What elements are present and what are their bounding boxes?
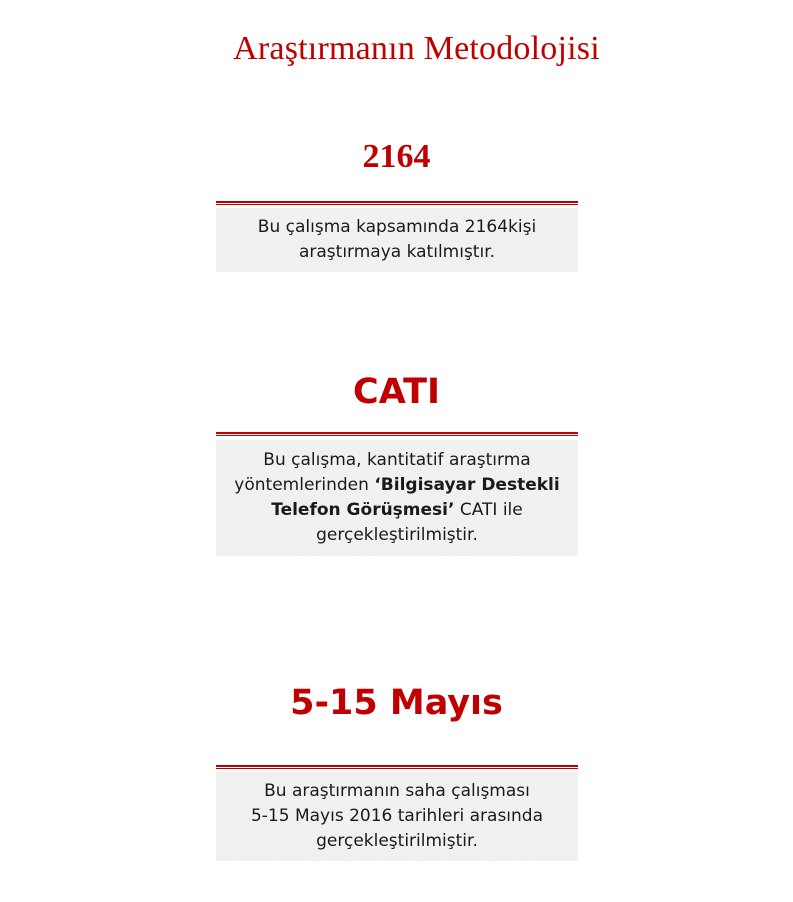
dates-description — [216, 772, 578, 861]
description-bold-text: Telefon Görüşmesi’ — [271, 500, 455, 520]
description-line: gerçekleştirilmiştir. — [316, 831, 478, 851]
dates-heading: 5-15 Mayıs — [290, 683, 503, 723]
description-bold-text: ‘Bilgisayar Destekli — [374, 475, 560, 495]
description-line: Bu çalışma kapsamında 2164kişi — [257, 217, 537, 237]
section-divider — [216, 432, 578, 436]
page-title: Araştırmanın Metodolojisi — [233, 30, 600, 67]
description-line: 5-15 Mayıs 2016 tarihleri arasında — [250, 806, 544, 826]
description-line: Bu araştırmanın saha çalışması — [264, 781, 530, 801]
participants-heading: 2164 — [362, 138, 431, 175]
method-heading: CATI — [353, 372, 440, 412]
description-line: araştırmaya katılmıştır. — [298, 242, 496, 262]
description-text: CATI ile — [454, 500, 523, 520]
section-divider — [216, 765, 578, 769]
section-divider — [216, 201, 578, 205]
description-text: yöntemlerinden — [234, 475, 375, 495]
description-line: gerçekleştirilmiştir. — [316, 525, 478, 545]
description-line: Bu çalışma, kantitatif araştırma — [263, 450, 531, 470]
participants-description — [216, 208, 578, 272]
method-description — [216, 440, 578, 556]
